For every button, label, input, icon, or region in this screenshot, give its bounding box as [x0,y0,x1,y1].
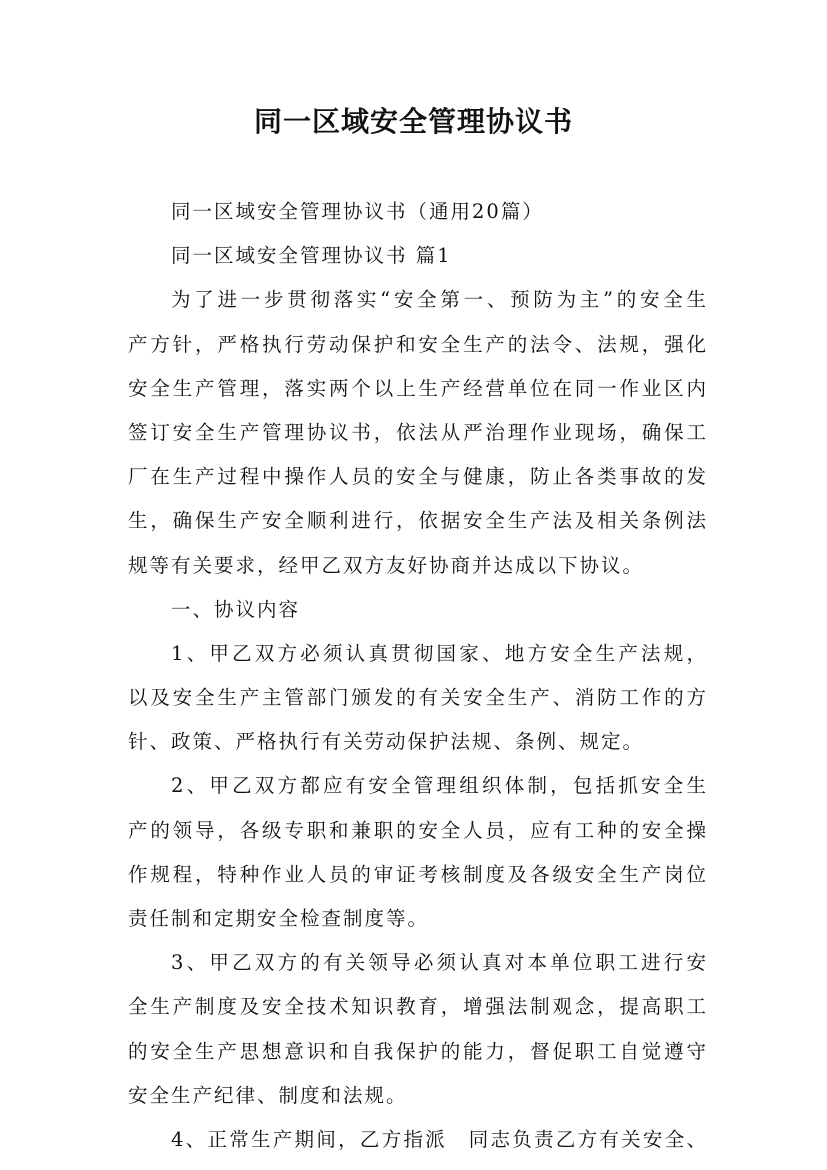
paragraph-line: 同一区域安全管理协议书（通用20篇） [171,200,544,223]
document-title: 同一区域安全管理协议书 [253,105,573,138]
paragraph-line: 以及安全生产主管部门颁发的有关安全生产、消防工作的方 [128,686,708,710]
paragraph-line: 责任制和定期安全检查制度等。 [128,907,430,930]
paragraph-line: 4、正常生产期间，乙方指派 同志负责乙方有关安全、 [171,1127,708,1151]
paragraph-line: 安全生产纪律、制度和法规。 [128,1083,408,1107]
paragraph-line: 产的领导，各级专职和兼职的安全人员，应有工种的安全操 [128,818,708,842]
section-heading: 一、协议内容 [171,597,301,621]
paragraph-line: 同一区域安全管理协议书 篇1 [171,244,452,268]
paragraph-line: 的安全生产思想意识和自我保护的能力，督促职工自觉遵守 [128,1039,708,1063]
paragraph-line: 作规程，特种作业人员的审证考核制度及各级安全生产岗位 [128,862,708,886]
paragraph-line: 生，确保生产安全顺利进行，依据安全生产法及相关条例法 [128,509,708,533]
paragraph-line: 2、甲乙双方都应有安全管理组织体制，包括抓安全生 [171,774,708,798]
paragraph-line: 3、甲乙双方的有关领导必须认真对本单位职工进行安 [171,951,708,975]
paragraph-line: 1、甲乙双方必须认真贯彻国家、地方安全生产法规， [171,641,708,665]
paragraph-line: 全生产制度及安全技术知识教育，增强法制观念，提高职工 [128,995,708,1019]
paragraph-line: 安全生产管理，落实两个以上生产经营单位在同一作业区内 [128,376,708,400]
paragraph-line: 产方针，严格执行劳动保护和安全生产的法令、法规，强化 [128,332,708,356]
document-body [128,190,708,1162]
paragraph-line: 厂在生产过程中操作人员的安全与健康，防止各类事故的发 [128,465,708,489]
paragraph-line: 签订安全生产管理协议书，依法从严治理作业现场，确保工 [128,420,708,444]
paragraph-line: 为了进一步贯彻落实“安全第一、预防为主”的安全生 [171,288,708,312]
paragraph-line: 规等有关要求，经甲乙双方友好协商并达成以下协议。 [128,553,645,577]
paragraph-line: 针、政策、严格执行有关劳动保护法规、条例、规定。 [128,730,645,754]
